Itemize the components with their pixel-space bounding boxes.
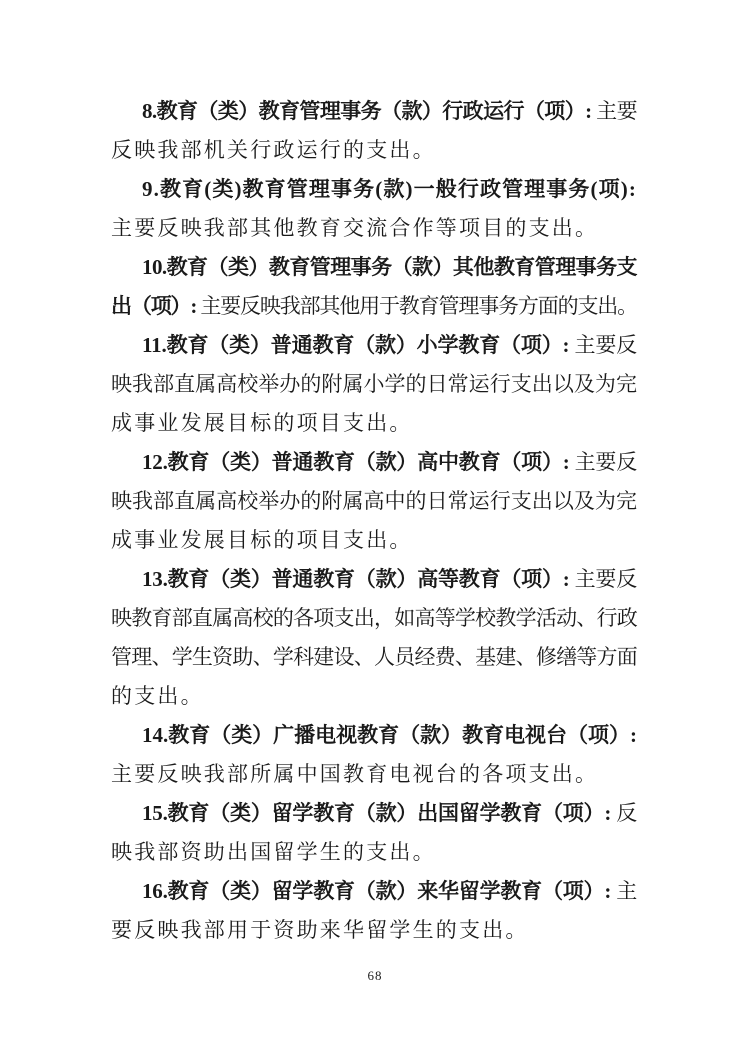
entry-heading: 16.教育（类）留学教育（款）来华留学教育（项）:: [142, 879, 612, 903]
entry-body: 反: [611, 801, 637, 825]
text-line: [111, 794, 637, 833]
entry-body: 要反映我部用于资助来华留学生的支出。: [111, 918, 529, 942]
entry-heading: 11.教育（类）普通教育（款）小学教育（项）:: [142, 333, 570, 357]
text-line: [111, 677, 637, 716]
entry-heading: 出（项）:: [111, 294, 197, 318]
entry-body: 主要反映我部其他用于教育管理事务方面的支出。: [196, 294, 637, 318]
paragraph-item-13: [111, 560, 637, 716]
entry-body: 映教育部直属高校的各项支出，如高等学校教学活动、行政: [111, 606, 637, 630]
text-line: [111, 248, 637, 287]
text-line: [111, 599, 637, 638]
text-line: [111, 131, 637, 170]
entry-heading: 10.教育（类）教育管理事务（款）其他教育管理事务支: [142, 255, 637, 279]
entry-body: 映我部直属高校举办的附属高中的日常运行支出以及为完: [111, 489, 637, 513]
text-line: [111, 872, 637, 911]
entry-body: 主: [611, 879, 637, 903]
text-line: [111, 521, 637, 560]
entry-body: 管理、学生资助、学科建设、人员经费、基建、修缮等方面: [111, 645, 637, 669]
entry-body: 成事业发展目标的项目支出。: [111, 528, 413, 552]
entry-heading: 12.教育（类）普通教育（款）高中教育（项）:: [142, 450, 570, 474]
text-line: [111, 287, 637, 326]
entry-body: 主要反: [569, 333, 637, 357]
text-line: [111, 638, 637, 677]
paragraph-item-16: [111, 872, 637, 950]
entry-body: 成事业发展目标的项目支出。: [111, 411, 413, 435]
text-line: [111, 92, 637, 131]
entry-heading: 14.教育（类）广播电视教育（款）教育电视台（项）:: [142, 723, 637, 747]
text-line: [111, 482, 637, 521]
text-line: [111, 170, 637, 209]
entry-body: 映我部直属高校举办的附属小学的日常运行支出以及为完: [111, 372, 637, 396]
text-line: [111, 833, 637, 872]
text-line: [111, 911, 637, 950]
entry-heading: 15.教育（类）留学教育（款）出国留学教育（项）:: [142, 801, 612, 825]
entry-body: 的支出。: [111, 684, 204, 708]
text-line: [111, 365, 637, 404]
entry-body: 主要: [591, 99, 637, 123]
text-block: [111, 92, 637, 950]
page-number: 68: [367, 968, 383, 983]
text-line: [111, 755, 637, 794]
text-line: [111, 560, 637, 599]
entry-body: 主要反: [569, 450, 637, 474]
entry-body: 反映我部机关行政运行的支出。: [111, 138, 436, 162]
paragraph-item-15: [111, 794, 637, 872]
paragraph-item-8: [111, 92, 637, 170]
entry-body: 主要反映我部其他教育交流合作等项目的支出。: [111, 216, 599, 240]
paragraph-item-10: [111, 248, 637, 326]
text-line: [111, 326, 637, 365]
text-line: [111, 716, 637, 755]
paragraph-item-14: [111, 716, 637, 794]
paragraph-item-9: [111, 170, 637, 248]
entry-body: 映我部资助出国留学生的支出。: [111, 840, 436, 864]
entry-heading: 9.教育(类)教育管理事务(款)一般行政管理事务(项):: [142, 177, 637, 201]
text-line: [111, 404, 637, 443]
entry-heading: 13.教育（类）普通教育（款）高等教育（项）:: [142, 567, 570, 591]
paragraph-item-11: [111, 326, 637, 443]
entry-heading: 8.教育（类）教育管理事务（款）行政运行（项）:: [142, 99, 592, 123]
paragraph-item-12: [111, 443, 637, 560]
text-line: [111, 443, 637, 482]
entry-body: 主要反映我部所属中国教育电视台的各项支出。: [111, 762, 599, 786]
entry-body: 主要反: [569, 567, 637, 591]
text-line: [111, 209, 637, 248]
